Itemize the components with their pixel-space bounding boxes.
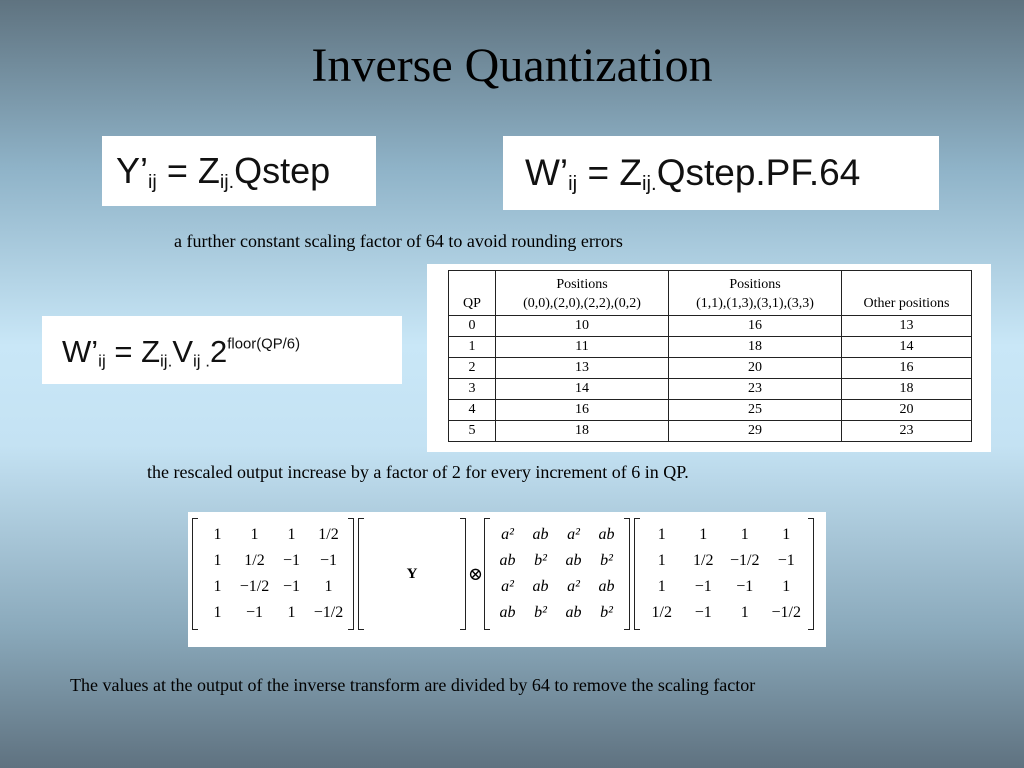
eq3-z-sub: ij. <box>160 351 173 371</box>
eq1-equals-z: = Z <box>156 150 220 191</box>
qp-table <box>448 270 972 442</box>
equation-w-box <box>503 136 939 210</box>
matrix-cell: a² <box>567 578 580 595</box>
matrix-cell: −1 <box>282 578 301 595</box>
eq3-lhs: W’ <box>62 334 99 369</box>
matrix-cell: 1 <box>782 526 791 543</box>
eq1-rhs: Qstep <box>234 150 331 191</box>
eq3-v: V <box>172 334 193 369</box>
matrix-cell: −1 <box>245 604 264 621</box>
matrix-cell: a² <box>501 578 514 595</box>
caption-qp-doubling: the rescaled output increase by a factor of 2 for every increment of 6 in QP. <box>147 462 689 482</box>
matrix-cell: ab <box>532 526 549 543</box>
matrix-scale <box>484 518 630 630</box>
table-header-positions-odd: Positions (1,1),(1,3),(3,1),(3,3) <box>669 271 842 316</box>
matrix-cell: b² <box>600 604 613 621</box>
caption-scaling-factor: a further constant scaling factor of 64 to avoid rounding errors <box>174 231 623 251</box>
matrix-cell: a² <box>567 526 580 543</box>
table-row: 2 13 20 16 <box>449 358 972 379</box>
eq2-equals-z: = Z <box>577 152 642 193</box>
matrix-cell: a² <box>501 526 514 543</box>
matrix-cell: ab <box>598 526 615 543</box>
matrix-cell: −1/2 <box>771 604 801 621</box>
matrix-cell: 1 <box>740 526 749 543</box>
table-header-row <box>449 271 972 316</box>
matrix-cell: −1/2 <box>313 604 344 621</box>
matrix-cell: −1 <box>319 552 338 569</box>
matrix-cell: −1 <box>282 552 301 569</box>
table-header-qp: QP <box>449 271 496 316</box>
table-header-positions-even: Positions (0,0),(2,0),(2,2),(0,2) <box>496 271 669 316</box>
table-row: 4 16 25 20 <box>449 400 972 421</box>
matrix-cell: ab <box>499 552 516 569</box>
eq3-equals-z: = Z <box>105 334 160 369</box>
matrix-product-box <box>188 512 826 647</box>
matrix-cell: ab <box>532 578 549 595</box>
matrix-cell: 1 <box>250 526 259 543</box>
eq2-rhs: Qstep.PF.64 <box>656 152 861 193</box>
matrix-cell: 1 <box>699 526 708 543</box>
matrix-cell: 1 <box>287 526 296 543</box>
matrix-cell: 1 <box>287 604 296 621</box>
matrix-cell: 1 <box>213 604 222 621</box>
equation-w <box>525 152 860 196</box>
matrix-cell: −1 <box>736 578 754 595</box>
equation-w-floor <box>62 334 300 371</box>
table-row: 0 10 16 13 <box>449 316 972 337</box>
eq2-lhs-sub: ij <box>568 173 578 196</box>
matrix-cell: −1 <box>694 604 712 621</box>
matrix-cell: 1/2 <box>318 526 339 543</box>
matrix-cell: ab <box>565 552 582 569</box>
eq3-v-sub: ij . <box>193 351 211 371</box>
matrix-cell: b² <box>534 552 547 569</box>
eq3-two: 2 <box>210 334 228 369</box>
matrix-cell: 1 <box>782 578 791 595</box>
eq1-lhs: Y’ <box>116 150 149 191</box>
matrix-cell: 1/2 <box>651 604 672 621</box>
matrix-cell: b² <box>534 604 547 621</box>
otimes-symbol: ⊗ <box>468 564 484 584</box>
matrix-y-label: Y <box>406 565 418 582</box>
table-row: 3 14 23 18 <box>449 379 972 400</box>
matrix-y <box>358 518 466 630</box>
matrix-cell: 1/2 <box>244 552 265 569</box>
eq1-lhs-sub: ij <box>148 170 157 193</box>
matrix-cell: 1 <box>213 578 222 595</box>
eq3-exponent: floor(QP/6) <box>227 336 301 353</box>
matrix-cell: −1 <box>694 578 712 595</box>
matrix-cell: 1 <box>324 578 333 595</box>
matrix-left <box>192 518 354 630</box>
matrix-cell: ab <box>499 604 516 621</box>
table-header-other: Other positions <box>842 271 972 316</box>
eq2-lhs: W’ <box>525 152 569 193</box>
matrix-cell: 1 <box>657 552 666 569</box>
matrix-cell: −1/2 <box>730 552 760 569</box>
equation-y-box <box>102 136 376 206</box>
caption-divide-by-64: The values at the output of the inverse transform are divided by 64 to remove the scaling factor <box>70 675 756 695</box>
matrix-cell: ab <box>598 578 615 595</box>
matrix-cell: b² <box>600 552 613 569</box>
matrix-cell: 1 <box>213 526 222 543</box>
slide-title: Inverse Quantization <box>311 39 713 92</box>
matrix-cell: −1 <box>777 552 795 569</box>
table-row: 1 11 18 14 <box>449 337 972 358</box>
matrix-cell: 1 <box>657 526 666 543</box>
qp-table-box <box>427 264 991 452</box>
eq3-lhs-sub: ij <box>98 351 106 371</box>
eq2-z-sub: ij. <box>641 173 657 196</box>
table-row: 5 18 29 23 <box>449 421 972 442</box>
matrix-cell: ab <box>565 604 582 621</box>
matrix-cell: −1/2 <box>239 578 270 595</box>
eq1-z-sub: ij. <box>219 170 235 193</box>
equation-w-floor-box <box>42 316 402 384</box>
matrix-right <box>634 518 814 630</box>
matrix-cell: 1 <box>657 578 666 595</box>
matrix-cell: 1/2 <box>693 552 714 569</box>
matrix-cell: 1 <box>740 604 749 621</box>
matrix-cell: 1 <box>213 552 222 569</box>
equation-y <box>116 150 330 194</box>
